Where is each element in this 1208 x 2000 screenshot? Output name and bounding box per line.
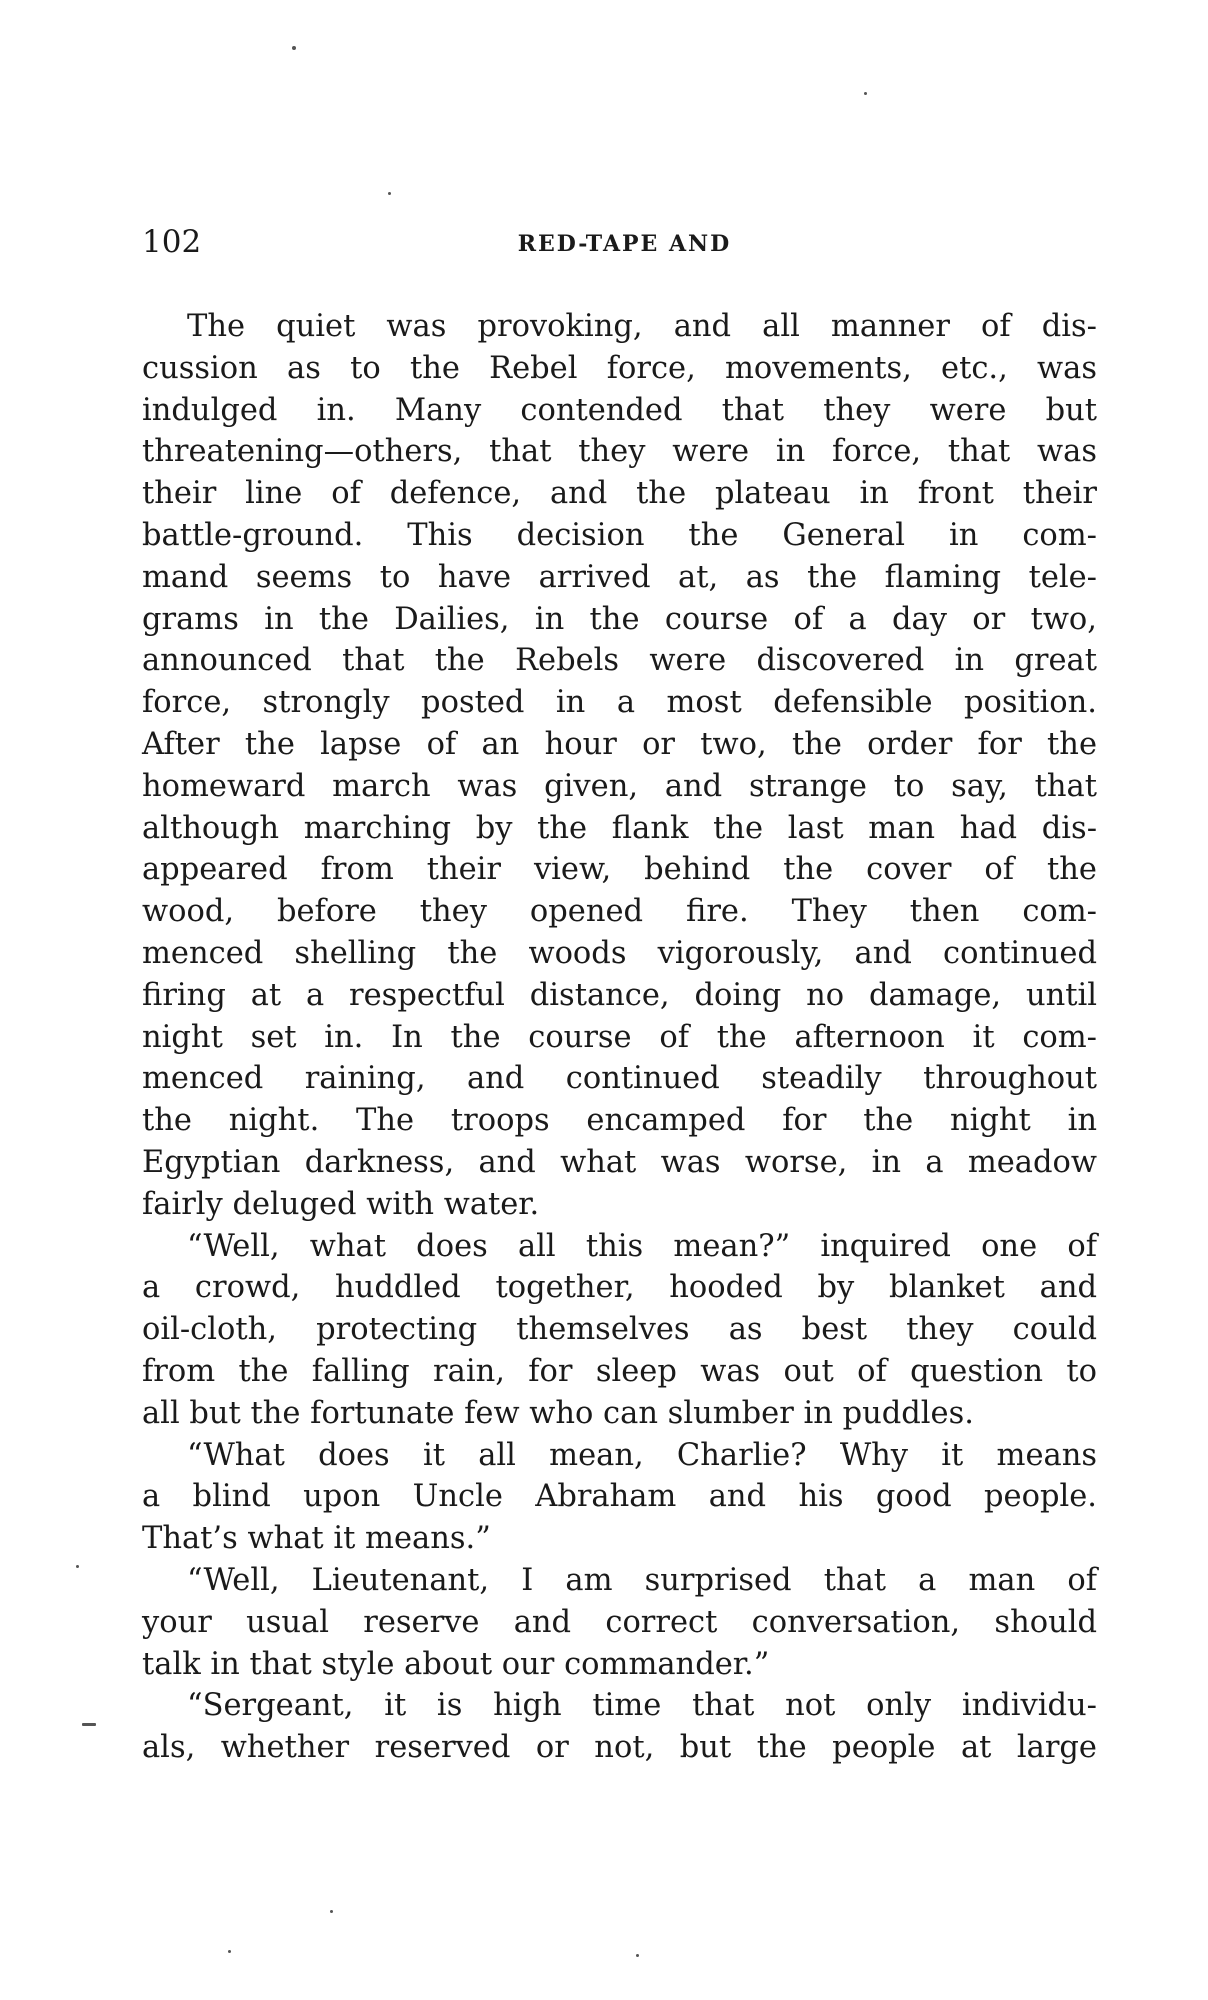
text-line: “Sergeant, it is high time that not only individu- [187,1688,1097,1724]
paragraph [142,306,1097,1226]
text-line: “Well, what does all this mean?” inquired one of [187,1228,1097,1264]
paragraph [142,1560,1097,1685]
text-line: announced that the Rebels were discovered in great [142,643,1097,679]
text-line: “Well, Lieutenant, I am surprised that a man of [187,1562,1097,1598]
scan-speck [292,46,296,50]
text-line: cussion as to the Rebel force, movements, etc., was [142,350,1097,386]
page-number: 102 [142,224,202,260]
scan-speck [636,1954,639,1957]
text-line: your usual reserve and correct conversation, should [142,1604,1097,1640]
running-title: RED-TAPE AND [517,231,732,257]
scan-speck [330,1910,333,1913]
text-line: from the falling rain, for sleep was out of question to [142,1353,1097,1389]
text-line: all but the fortunate few who can slumber in puddles. [142,1395,974,1431]
text-line: night set in. In the course of the afternoon it com- [142,1019,1097,1055]
scan-speck [82,1723,96,1726]
text-line: indulged in. Many contended that they were but [142,392,1097,428]
text-line: The quiet was provoking, and all manner of dis- [187,309,1097,344]
text-line: oil-cloth, protecting themselves as best they could [142,1312,1097,1348]
text-line: That’s what it means.” [142,1521,491,1557]
text-line: battle-ground. This decision the General in com- [142,517,1097,553]
scan-speck [76,1565,79,1568]
paragraph [142,1435,1097,1560]
text-line: grams in the Dailies, in the course of a day or two, [142,601,1097,637]
text-line: als, whether reserved or not, but the people at large [142,1730,1097,1766]
text-line: menced raining, and continued steadily throughout [142,1061,1097,1097]
running-head [142,222,1097,262]
paragraph [142,1685,1097,1769]
scan-speck [228,1950,231,1953]
text-line: “What does it all mean, Charlie? Why it means [187,1437,1097,1473]
text-line: threatening—others, that they were in force, that was [142,434,1097,470]
scan-speck [388,192,391,195]
text-line: a blind upon Uncle Abraham and his good people. [142,1479,1097,1515]
text-line: wood, before they opened fire. They then com- [142,894,1097,930]
text-line: mand seems to have arrived at, as the flaming tele- [142,559,1097,595]
paragraph [142,1226,1097,1435]
text-line: talk in that style about our commander.” [142,1646,770,1682]
text-line: menced shelling the woods vigorously, and continued [142,935,1097,971]
text-line: a crowd, huddled together, hooded by blanket and [142,1270,1097,1306]
text-line: fairly deluged with water. [142,1186,540,1222]
text-line: the night. The troops encamped for the night in [142,1103,1097,1139]
text-line: homeward march was given, and strange to say, that [142,768,1097,804]
scan-speck [864,92,867,95]
text-line: firing at a respectful distance, doing no damage, until [142,977,1097,1013]
text-line: although marching by the flank the last man had dis- [142,810,1097,846]
text-line: force, strongly posted in a most defensible position. [142,685,1097,721]
text-line: After the lapse of an hour or two, the order for the [142,726,1097,762]
text-line: appeared from their view, behind the cover of the [142,852,1097,888]
text-line: Egyptian darkness, and what was worse, in a meadow [142,1144,1097,1180]
text-line: their line of defence, and the plateau in front their [142,476,1097,512]
body-text [142,306,1097,1769]
